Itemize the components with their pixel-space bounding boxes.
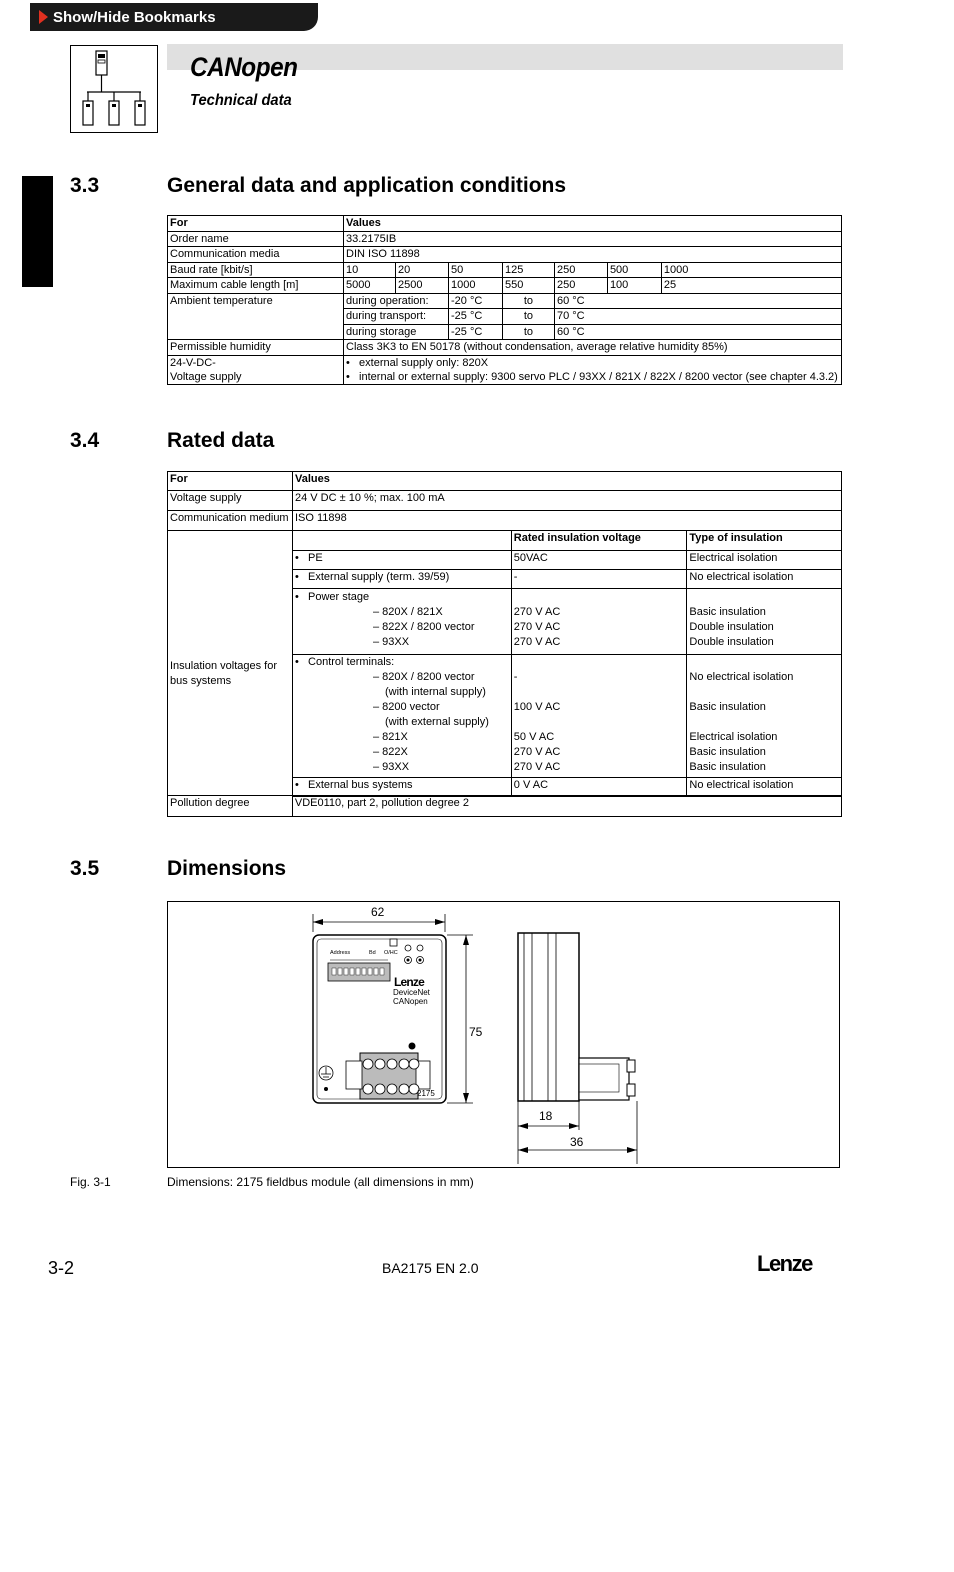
row-label: Order name: [168, 231, 344, 247]
section-number: 3.5: [70, 857, 100, 880]
rated-data-table: [167, 471, 842, 817]
show-hide-bookmarks-button[interactable]: [30, 3, 318, 31]
panel-ohc-label: O/HC: [384, 950, 398, 956]
table-header-row: [168, 472, 842, 491]
panel-code: 2175: [417, 1089, 435, 1098]
ambient-condition: during operation:: [344, 293, 449, 309]
sub-item-note: (with internal supply): [384, 686, 486, 698]
bullet-item: • External supply (term. 39/59): [292, 570, 511, 589]
triangle-right-icon: [39, 10, 48, 24]
document-subtitle: Technical data: [190, 92, 292, 109]
insulation-label-line: Insulation voltages for: [170, 659, 278, 672]
dim-depth1-label: 18: [539, 1109, 553, 1123]
cable-value: 100: [607, 278, 661, 294]
section-title: Rated data: [167, 429, 275, 452]
bullet-text: External bus systems: [308, 779, 413, 791]
rated-voltage: 270 V AC: [513, 761, 561, 773]
section-number: 3.3: [70, 174, 100, 197]
row-label: Communication media: [168, 247, 344, 263]
table-row: [168, 355, 842, 384]
table-row: [168, 278, 842, 294]
figure-label: Fig. 3-1: [70, 1175, 111, 1189]
panel-line1: DeviceNet: [393, 988, 430, 997]
insulation-type: Basic insulation: [689, 746, 766, 758]
bullet-item: • Control terminals:: [294, 656, 395, 668]
bullet-text: Power stage: [308, 591, 370, 603]
insulation-type: Basic insulation: [689, 701, 766, 713]
row-value: DIN ISO 11898: [344, 247, 842, 263]
empty-cell: [292, 531, 511, 551]
ambient-max: 60 °C: [554, 293, 841, 309]
rated-voltage: 270 V AC: [513, 621, 561, 633]
dim-depth2-label: 36: [570, 1135, 584, 1149]
baud-value: 10: [344, 262, 396, 278]
rated-voltage: 270 V AC: [513, 636, 561, 648]
insulation-label-line: bus systems: [170, 674, 232, 687]
rated-voltage: 0 V AC: [511, 778, 687, 797]
panel-line2: CANopen: [393, 997, 428, 1006]
insulation-type-cell: [687, 589, 842, 655]
network-diagram-icon: [70, 45, 158, 133]
ambient-to: to: [502, 293, 554, 309]
insulation-type: Double insulation: [689, 621, 774, 633]
insulation-type: No electrical isolation: [687, 570, 842, 589]
control-terminals-cell: [292, 655, 511, 778]
document-title: CANopen: [190, 52, 298, 82]
table-row: [168, 231, 842, 247]
bullet-item: • External bus systems: [292, 778, 511, 797]
insulation-type: Electrical isolation: [687, 551, 842, 570]
insulation-type: Electrical isolation: [689, 731, 778, 743]
sub-item: – 820X / 821X: [372, 606, 443, 618]
rated-voltage: 100 V AC: [513, 701, 561, 713]
row-value: VDE0110, part 2, pollution degree 2: [292, 796, 841, 817]
row-label: Baud rate [kbit/s]: [168, 262, 344, 278]
bullet-text: PE: [308, 552, 323, 564]
baud-value: 125: [502, 262, 554, 278]
rated-voltage: -: [511, 570, 687, 589]
rated-voltage: 270 V AC: [513, 746, 561, 758]
dimensions-figure: [167, 901, 840, 1168]
table-row: [168, 531, 842, 551]
panel-brand-logo: Lenze: [394, 975, 425, 989]
cable-value: 25: [661, 278, 841, 294]
insulation-type: No electrical isolation: [689, 671, 794, 683]
sub-item: – 93XX: [372, 761, 410, 773]
figure-caption: Dimensions: 2175 fieldbus module (all dimensions in mm): [167, 1175, 474, 1189]
header-cell: For: [168, 472, 293, 491]
row-label: Ambient temperature: [168, 293, 344, 340]
bullet-text: internal or external supply: 9300 servo PLC / 93XX / 821X / 822X / 8200 vector (see chapter 4.3.2): [359, 370, 838, 383]
baud-value: 1000: [661, 262, 841, 278]
row-value: 24 V DC ± 10 %; max. 100 mA: [292, 491, 841, 511]
sub-item: – 820X / 8200 vector: [372, 671, 475, 683]
row-value: ISO 11898: [292, 511, 841, 531]
ambient-condition: during storage: [344, 324, 449, 340]
ambient-min: -25 °C: [448, 324, 502, 340]
panel-bd-label: Bd: [369, 950, 376, 956]
baud-value: 20: [396, 262, 449, 278]
ambient-min: -25 °C: [448, 309, 502, 325]
bullet-item: • PE: [292, 551, 511, 570]
sub-item: – 821X: [372, 731, 408, 743]
header-cell: Values: [344, 216, 842, 232]
row-value: Class 3K3 to EN 50178 (without condensation, average relative humidity 85%): [344, 340, 842, 356]
cable-value: 5000: [344, 278, 396, 294]
baud-value: 250: [554, 262, 607, 278]
general-data-table: [167, 215, 842, 385]
ambient-condition: during transport:: [344, 309, 449, 325]
bullet-item: • external supply only: 820X: [346, 356, 489, 369]
ambient-max: 70 °C: [554, 309, 841, 325]
section-title: General data and application conditions: [167, 174, 567, 197]
panel-address-label: Address: [330, 950, 351, 956]
page-number: 3-2: [48, 1258, 75, 1278]
row-label: Communication medium: [168, 511, 293, 531]
baud-value: 50: [448, 262, 502, 278]
brand-logo: Lenze: [757, 1251, 812, 1276]
rated-voltage: 270 V AC: [513, 606, 561, 618]
sub-item: – 8200 vector: [372, 701, 440, 713]
bullet-item: • Power stage: [294, 591, 370, 603]
ambient-min: -20 °C: [448, 293, 502, 309]
insulation-type-cell: [687, 655, 842, 778]
column-header: Rated insulation voltage: [511, 531, 687, 551]
cable-value: 550: [502, 278, 554, 294]
rated-voltage: 50 V AC: [513, 731, 555, 743]
power-stage-cell: [292, 589, 511, 655]
baud-value: 500: [607, 262, 661, 278]
cable-value: 250: [554, 278, 607, 294]
dim-width-label: 62: [371, 905, 385, 919]
table-row: [168, 293, 842, 309]
header-cell: For: [168, 216, 344, 232]
insulation-type: Basic insulation: [689, 761, 766, 773]
section-title: Dimensions: [167, 857, 287, 880]
table-row: [168, 511, 842, 531]
table-row: [168, 796, 842, 817]
ambient-to: to: [502, 324, 554, 340]
rated-voltage-cell: [511, 655, 687, 778]
rated-voltage: -: [513, 671, 518, 683]
row-label: Maximum cable length [m]: [168, 278, 344, 294]
supply-label-line: 24-V-DC-: [170, 356, 216, 369]
section-number: 3.4: [70, 429, 100, 452]
row-value: 33.2175IB: [344, 231, 842, 247]
cable-value: 1000: [448, 278, 502, 294]
ambient-to: to: [502, 309, 554, 325]
cable-value: 2500: [396, 278, 449, 294]
sub-item-note: (with external supply): [384, 716, 489, 728]
row-value: [344, 355, 842, 384]
row-label: [168, 355, 344, 384]
insulation-type: No electrical isolation: [687, 778, 842, 797]
bullet-item: • internal or external supply: 9300 servo PLC / 93XX / 821X / 822X / 8200 vector (see chapter 4.3.2): [346, 370, 838, 383]
sub-item: – 822X / 8200 vector: [372, 621, 475, 633]
sub-item: – 822X: [372, 746, 408, 758]
insulation-type: Basic insulation: [689, 606, 766, 618]
table-row: [168, 491, 842, 511]
table-header-row: [168, 216, 842, 232]
row-label: Permissible humidity: [168, 340, 344, 356]
table-row: [168, 262, 842, 278]
table-row: [168, 247, 842, 263]
bookmarks-label: Show/Hide Bookmarks: [53, 8, 216, 26]
chapter-tab-marker: [22, 176, 53, 287]
dim-height-label: 75: [469, 1025, 483, 1039]
supply-label-line: Voltage supply: [170, 370, 242, 383]
insulation-type: Double insulation: [689, 636, 774, 648]
header-cell: Values: [292, 472, 841, 491]
document-code: BA2175 EN 2.0: [382, 1260, 479, 1276]
rated-voltage: 50VAC: [511, 551, 687, 570]
bullet-text: External supply (term. 39/59): [308, 571, 450, 583]
row-label: [168, 531, 293, 817]
row-label: Voltage supply: [168, 491, 293, 511]
sub-item: – 93XX: [372, 636, 410, 648]
column-header: Type of insulation: [687, 531, 842, 551]
row-label: Pollution degree: [168, 796, 293, 817]
bullet-text: Control terminals:: [308, 656, 395, 668]
pollution-row-table: [167, 795, 842, 817]
table-row: [168, 340, 842, 356]
ambient-max: 60 °C: [554, 324, 841, 340]
rated-voltage-cell: [511, 589, 687, 655]
bullet-text: external supply only: 820X: [359, 356, 489, 369]
